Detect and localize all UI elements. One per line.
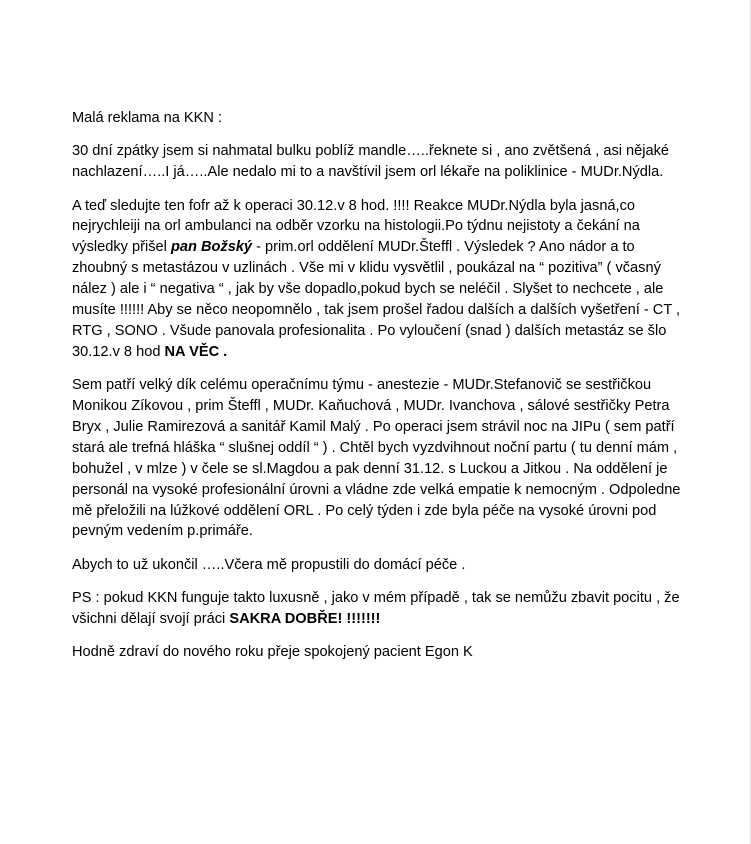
letter-body	[72, 108, 687, 676]
paragraph-5-bold: SAKRA DOBŘE! !!!!!!!	[229, 610, 381, 627]
paragraph-2	[72, 196, 687, 363]
paragraph-4: Abych to už ukončil …..Včera mě propustili do domácí péče .	[72, 556, 466, 573]
paragraph-2-emphasis: pan Božský	[170, 239, 253, 256]
paragraph-5	[72, 588, 687, 630]
paragraph-2-text-b: - prim.orl oddělení MUDr.Šteffl . Výsledek ? Ano nádor a to zhoubný s metastázou v uzlinách . Vše mi v klidu vysvětlil , poukázal na “ pozitiva” ( včasný nález ) ale i “ negativa “ , jak by vše dopadlo,pokud bych se neléčil . Slyšet to nechcete , ale musíte !!!!!! Aby se něco neopomnělo , tak jsem prošel řadou dalších a dalších vyšetření - CT , RTG , SONO . Všude panovala profesionalita . Po vyloučení (snad ) dalších metastáz se šlo 30.12.v 8 hod	[72, 239, 681, 360]
signature-line	[72, 642, 687, 663]
letter-heading: Malá reklama na KKN :	[72, 110, 223, 126]
signature-text: Hodně zdraví do nového roku přeje spokojený pacient Egon K	[72, 644, 473, 661]
paragraph-2-bold: NA VĚC .	[164, 343, 228, 360]
redaction-mark	[473, 645, 503, 657]
paragraph-2-text-a: A teď sledujte ten fofr až k operaci 30.12.v 8 hod. !!!! Reakce MUDr.Nýdla byla jasná,co nejrychleiji na orl ambulanci na odběr vzorku na histologii.Po týdnu nejistoty a čekání na výsledky přišel	[72, 197, 640, 256]
paragraph-3: Sem patří velký dík celému operačnímu týmu - anestezie - MUDr.Stefanovič se sestřičkou Monikou Zíkovou , prim Šteffl , MUDr. Kaňuchová , MUDr. Ivanchova , sálové sestřičky Petra Bryx , Julie Ramirezová a sanitář Kamil Malý . Po operaci jsem strávil noc na JIPu ( sem patří stará ale trefná hláška “ slušnej oddíl “ ) . Chtěl bych vyzdvihnout noční partu ( tu denní mám , bohužel , v mlze ) v čele se sl.Magdou a pak denní 31.12. s Luckou a Jitkou . Na oddělení je personál na vysoké profesionální úrovni a vládne zde velká empatie k nemocným . Odpoledne mě přeložili na lúžkové oddělení ORL . Po celý týden i zde byla péče na vysoké úrovni pod pevným vedením p.primáře.	[72, 377, 681, 540]
paragraph-5-text: PS : pokud KKN funguje takto luxusně , jako v mém případě , tak se nemůžu zbavit pocitu , že všichni dělají svojí práci	[72, 590, 680, 627]
paragraph-1: 30 dní zpátky jsem si nahmatal bulku poblíž mandle…..řeknete si , ano zvětšená , asi nějaké nachlazení…..I já…..Ale nedalo mi to a navštívil jsem orl lékaře na poliklinice - MUDr.Nýdla.	[72, 143, 670, 181]
